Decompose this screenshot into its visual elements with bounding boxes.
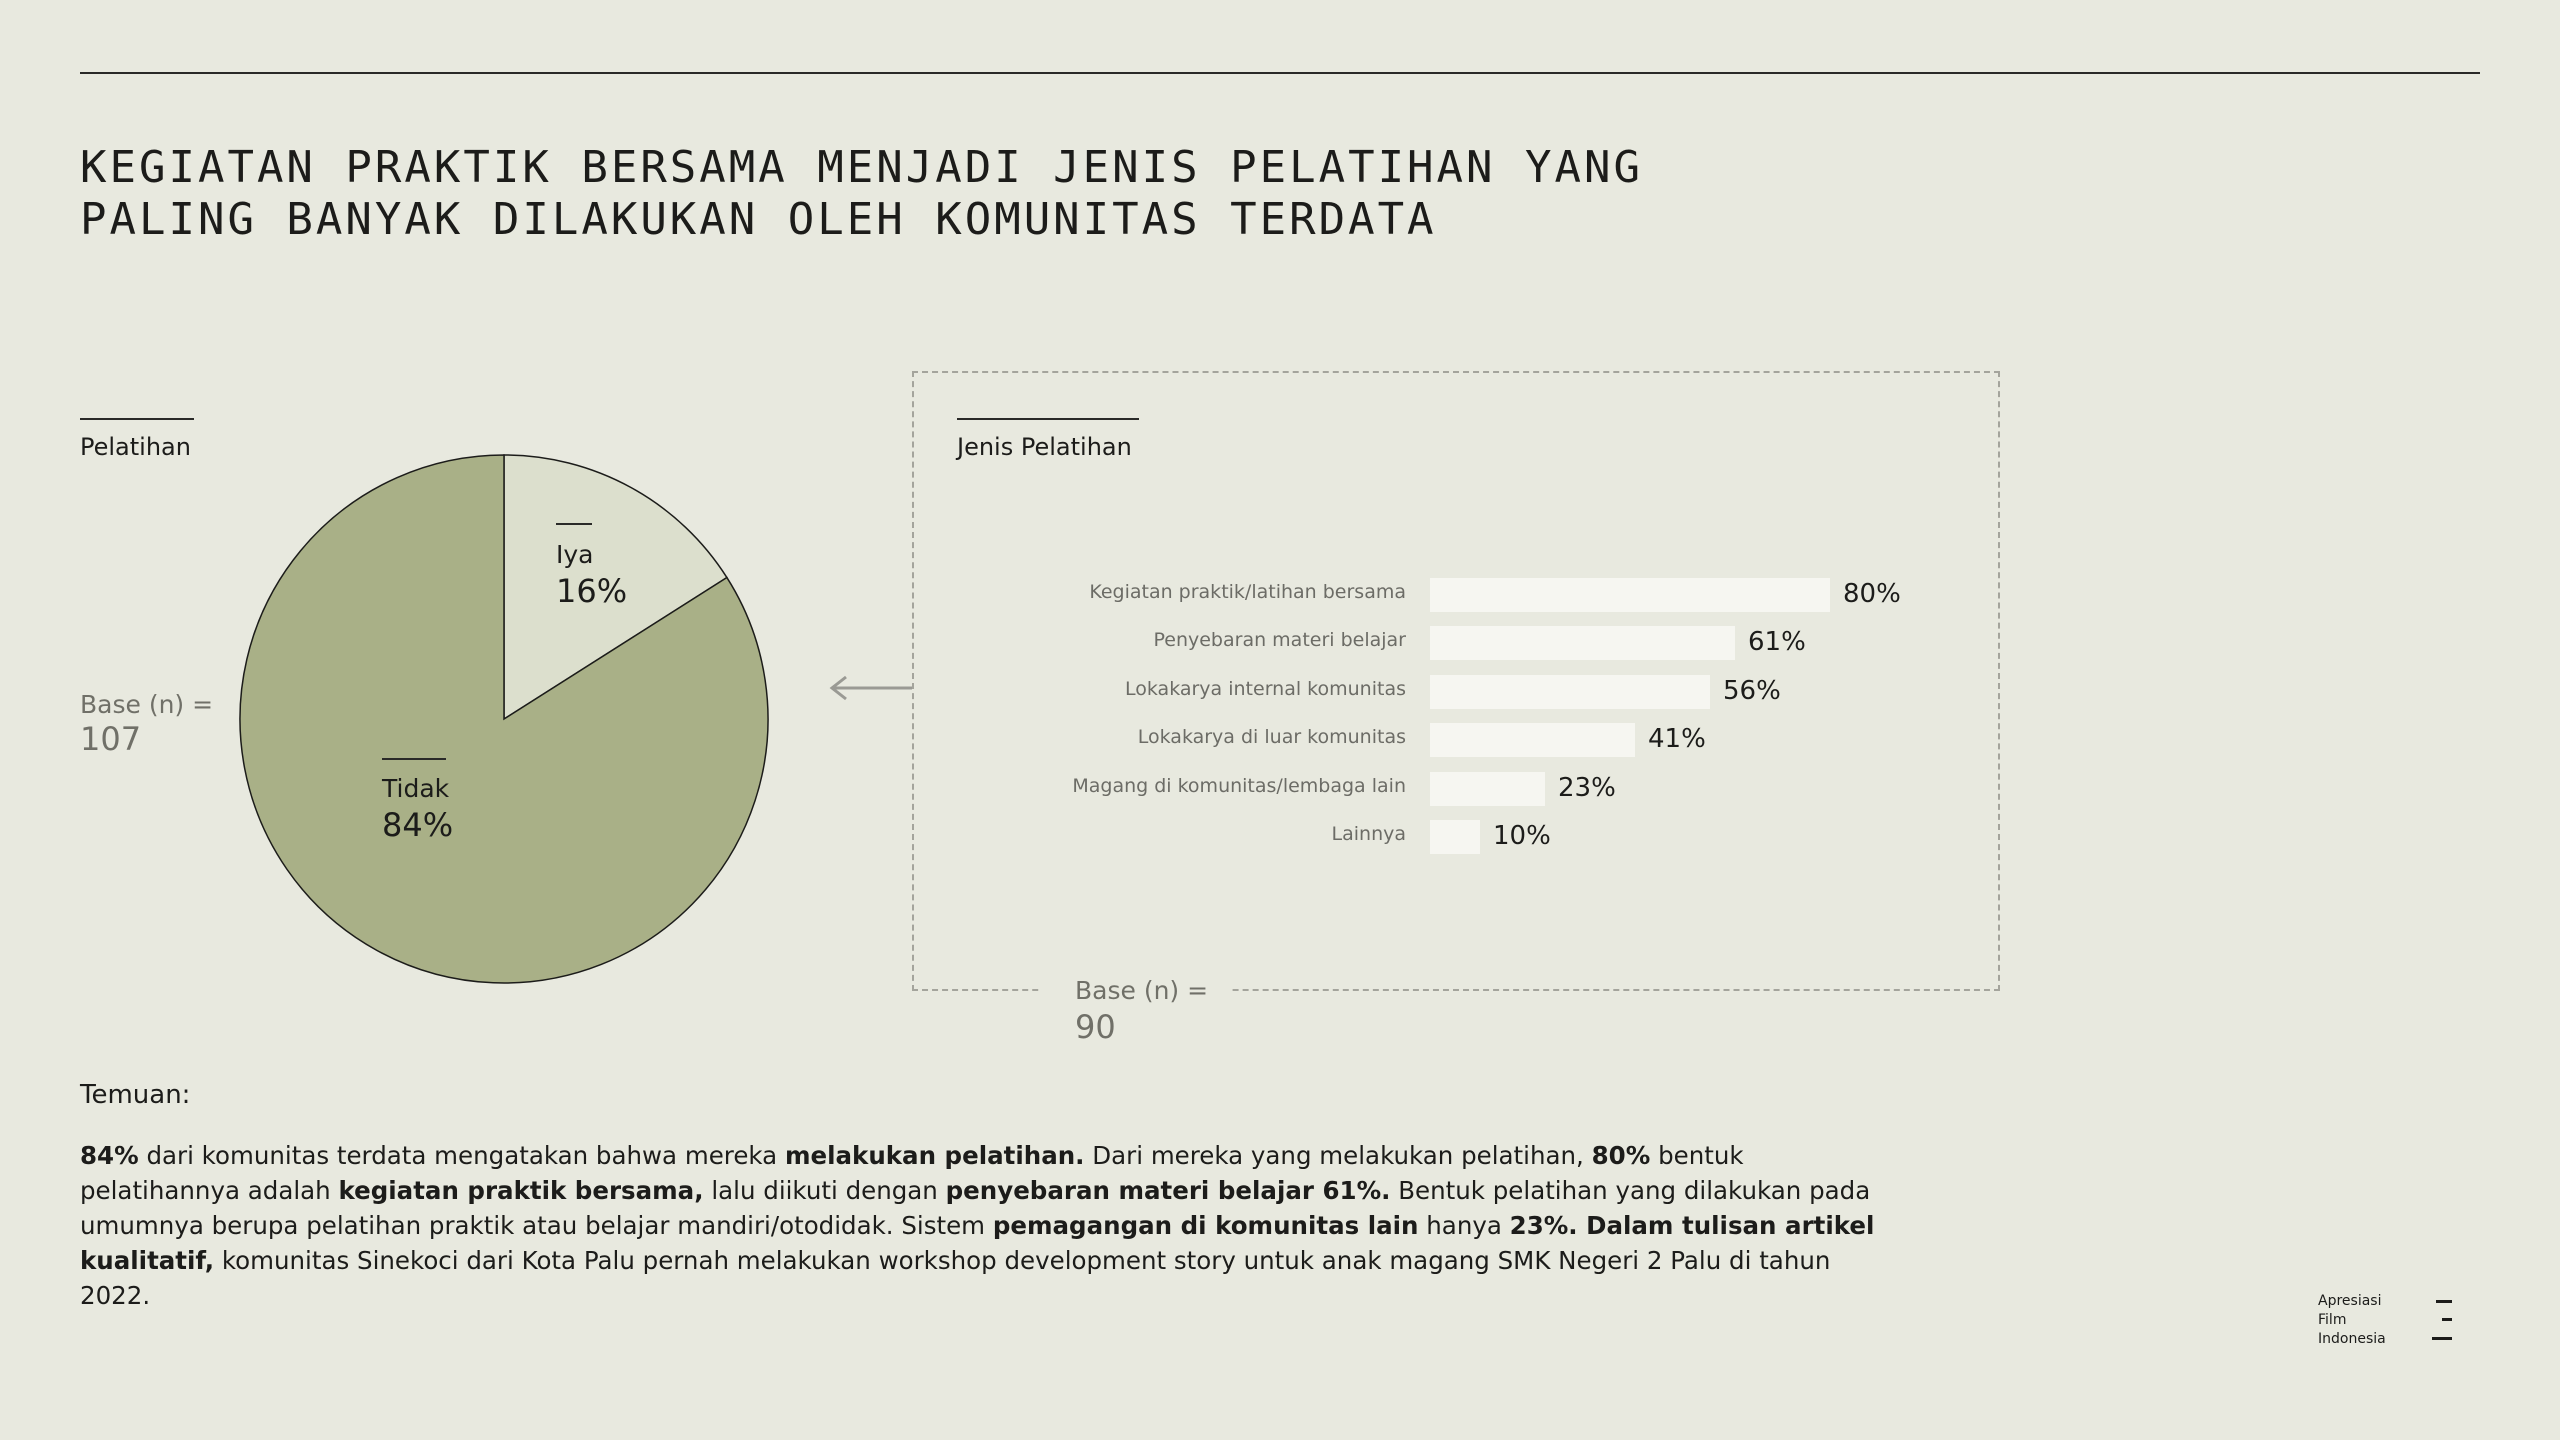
brand-line-2: Film xyxy=(2318,1312,2347,1328)
bar xyxy=(1430,723,1635,757)
bar-value-label: 41% xyxy=(1648,724,1706,755)
bar-category-label: Magang di komunitas/lembaga lain xyxy=(1072,774,1406,797)
findings-highlight: pemagangan di komunitas lain xyxy=(992,1211,1419,1240)
pie-value-yes: 16% xyxy=(556,572,628,610)
bar-value-label: 56% xyxy=(1723,675,1781,706)
bar xyxy=(1430,578,1830,612)
bar-title-rule xyxy=(957,418,1139,420)
findings-highlight: 23%. Dalam tulisan artikel kualitatif, xyxy=(80,1211,1875,1275)
bar-chart-title: Jenis Pelatihan xyxy=(957,433,1132,461)
findings-segment: komunitas Sinekoci dari Kota Palu pernah melakukan workshop development story untuk anak magang SMK Negeri 2 Palu di tahun 2022. xyxy=(80,1246,1831,1310)
bar-value-label: 61% xyxy=(1748,627,1806,658)
bar-category-label: Kegiatan praktik/latihan bersama xyxy=(1089,581,1406,603)
pie-label-yes: Iya xyxy=(556,540,594,569)
pie-value-no: 84% xyxy=(382,806,454,844)
pie-no-tick xyxy=(382,758,446,760)
bar-category-label: Lokakarya di luar komunitas xyxy=(1137,726,1406,749)
findings-highlight: 84% xyxy=(80,1141,139,1170)
findings-highlight: melakukan pelatihan. xyxy=(784,1141,1085,1170)
bar-base-label: Base (n) = xyxy=(1075,976,1209,1005)
findings-highlight: kegiatan praktik bersama, xyxy=(338,1176,704,1205)
page-title-line-1: KEGIATAN PRAKTIK BERSAMA MENJADI JENIS PELATIHAN YANG xyxy=(80,142,1643,193)
brand-mark-bar-2 xyxy=(2442,1318,2452,1321)
findings-segment: hanya xyxy=(1418,1211,1510,1240)
bar-base-value: 90 xyxy=(1075,1008,1116,1046)
findings-label: Temuan: xyxy=(80,1080,191,1110)
findings-highlight: 80% xyxy=(1591,1141,1651,1170)
pie-chart-title: Pelatihan xyxy=(80,433,191,461)
bar-value-label: 23% xyxy=(1558,772,1616,803)
findings-segment: Dari mereka yang melakukan pelatihan, xyxy=(1084,1141,1592,1170)
bar xyxy=(1430,675,1710,709)
findings-segment: lalu diikuti dengan xyxy=(703,1176,946,1205)
brand-mark-bar-3 xyxy=(2432,1337,2452,1340)
brand-line-3: Indonesia xyxy=(2318,1331,2386,1347)
brand-mark-bar-1 xyxy=(2436,1300,2452,1303)
bar-value-label: 80% xyxy=(1843,579,1901,609)
bar-category-label: Penyebaran materi belajar xyxy=(1153,629,1406,652)
findings-segment: dari komunitas terdata mengatakan bahwa mereka xyxy=(138,1141,785,1170)
bar-category-label: Lokakarya internal komunitas xyxy=(1125,677,1406,700)
bar xyxy=(1430,626,1735,660)
brand-logo xyxy=(2318,1292,2386,1349)
bar xyxy=(1430,772,1545,806)
bar-category-label: Lainnya xyxy=(1331,823,1406,845)
findings-text xyxy=(80,1138,1880,1313)
findings-highlight: penyebaran materi belajar 61%. xyxy=(945,1176,1391,1205)
pie-base-value: 107 xyxy=(80,720,142,758)
bar xyxy=(1430,820,1480,854)
page-title-line-2: PALING BANYAK DILAKUKAN OLEH KOMUNITAS TERDATA xyxy=(80,194,1437,245)
findings-segment: Bentuk pelatihan yang dilakukan pada umumnya berupa pelatihan praktik atau belajar mandiri/otodidak. Sistem xyxy=(80,1176,1871,1240)
pie-chart xyxy=(0,0,800,1000)
findings-segment: bentuk pelatihannya adalah xyxy=(80,1141,1744,1205)
pie-yes-tick xyxy=(556,523,592,525)
pie-base-label: Base (n) = xyxy=(80,690,214,719)
bar-value-label: 10% xyxy=(1493,821,1551,851)
brand-line-1: Apresiasi xyxy=(2318,1293,2382,1309)
pie-label-no: Tidak xyxy=(382,774,450,803)
